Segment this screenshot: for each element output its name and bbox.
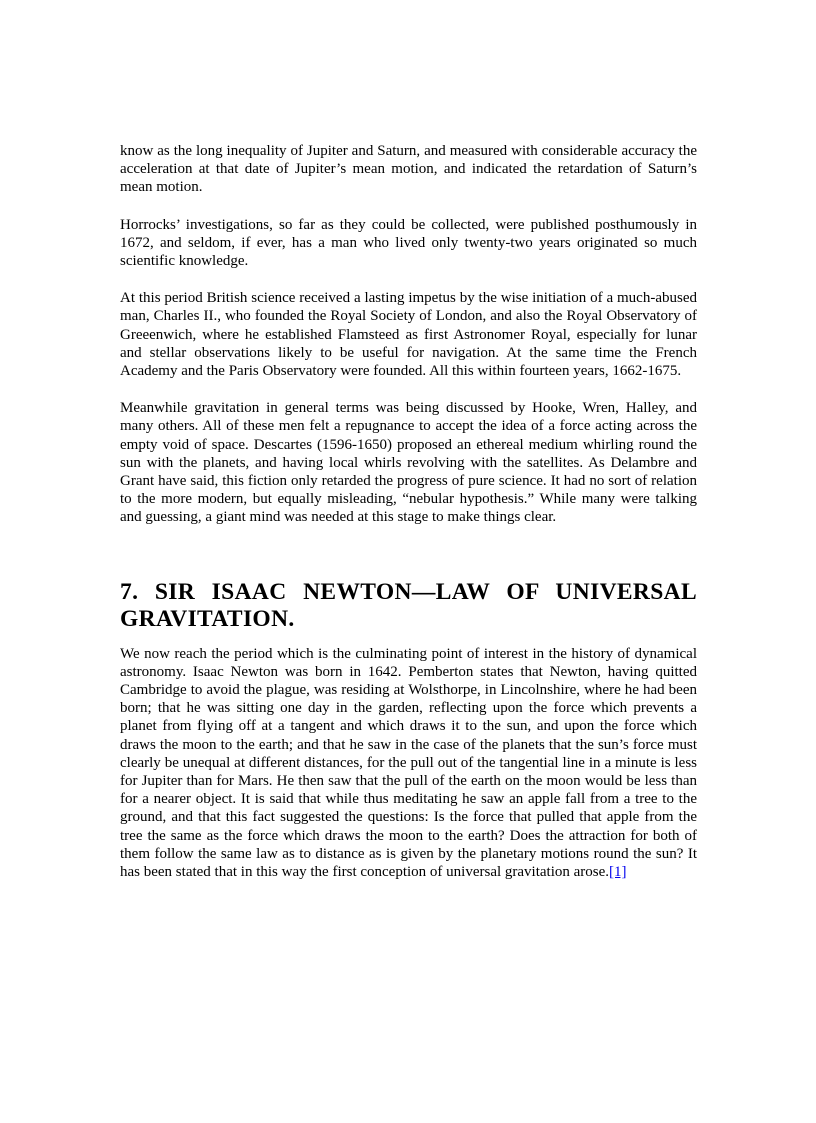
paragraph-horrocks: Horrocks’ investigations, so far as they could be collected, were published posthumously in 1672, and seldom, if ever, has a man who lived only twenty-two years originated so much scientific knowledge.: [120, 216, 697, 270]
paragraph-gravitation-discussion: Meanwhile gravitation in general terms was being discussed by Hooke, Wren, Halley, and many others. All of these men felt a repugnance to accept the idea of a force acting across the empty void of space. Descartes (1596-1650) proposed an ethereal medium whirling round the sun with the planets, and having local whirls revolving with the satellites. As Delambre and Grant have said, this fiction only retarded the progress of pure science. It had no sort of relation to the more modern, but equally misleading, “nebular hypothesis.” While many were talking and guessing, a giant mind was needed at this stage to make things clear.: [120, 400, 697, 526]
document-page: [120, 142, 697, 900]
paragraph-newton: [120, 645, 697, 882]
paragraph-newton-text: We now reach the period which is the culminating point of interest in the history of dynamical astronomy. Isaac Newton was born in 1642. Pemberton states that Newton, having quitted Cambridge to avoid the plague, was residing at Wolsthorpe, in Lincolnshire, where he had been born; that he was sitting one day in the garden, reflecting upon the force which prevents a planet from flying off at a tangent and which draws it to the sun, and upon the force which draws the moon to the earth; and that he saw in the case of the planets that the sun’s force must clearly be unequal at different distances, for the pull out of the tangential line in a minute is less for Jupiter than for Mars. He then saw that the pull of the earth on the moon would be less than for a nearer object. It is said that while thus meditating he saw an apple fall from a tree to the ground, and that this fact suggested the questions: Is the force that pulled that apple from the tree the same as the force which draws the moon to the earth? Does the attraction for both of them follow the same law as to distance as is given by the planetary motions round the sun? It has been stated that in this way the first conception of universal gravitation arose.: [120, 645, 697, 881]
paragraph-royal-society: At this period British science received a lasting impetus by the wise initiation of a much-abused man, Charles II., who founded the Royal Society of London, and also the Royal Observatory of Greeenwich, where he established Flamsteed as first Astronomer Royal, especially for lunar and stellar observations likely to be useful for navigation. At the same time the French Academy and the Paris Observatory were founded. All this within fourteen years, 1662-1675.: [120, 290, 697, 380]
chapter-heading-newton: 7. SIR ISAAC NEWTON—LAW OF UNIVERSAL GRAVITATION.: [120, 578, 697, 632]
paragraph-long-inequality: know as the long inequality of Jupiter and Saturn, and measured with considerable accuracy the acceleration at that date of Jupiter’s mean motion, and indicated the retardation of Saturn’s mean motion.: [120, 143, 697, 196]
footnote-link-1[interactable]: [1]: [609, 864, 627, 881]
